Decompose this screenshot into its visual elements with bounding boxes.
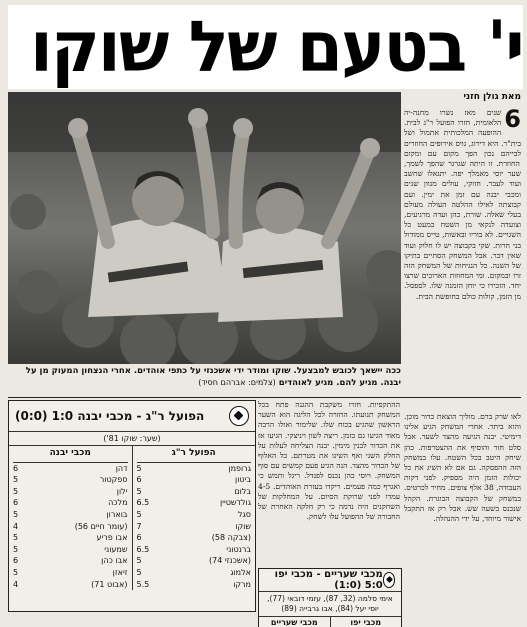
article-column-right-lower: לאו שרק ברם. מוליך הוצאת כדור מוכן. והוא ביתר. אחרי המשחק הגיע אלינו דימיטי. יבנה הגיעה מהצד לשער. אבל סלט חזר והוסיף את ההצטרפות. כהן שיחק היטב בכל השטח. עלו במשחק הזה ההפסקה. גם אם לא השיג את כל יכולות הזמן היה מספיק. לפני דקות העבודה, 38 אלף צופים. מחיר לכרטיס. במשחק של הקבוצה הבוגרת. הקהל שנכנס בשעה שש. אבל רק אז התקבל אישור מיוחד, על ידי ההנהלה. <box>404 412 521 524</box>
player-name: סגל <box>237 509 251 519</box>
player-rating: 5 <box>136 567 142 577</box>
player-row <box>137 532 252 544</box>
player-name: מלכה <box>108 498 128 508</box>
player-name: מרקו <box>233 579 251 589</box>
player-rating: 5 <box>136 463 142 473</box>
player-rating: 5.5 <box>136 579 150 589</box>
player-rating: 6.5 <box>136 498 150 508</box>
article-body: שער יוסי מאמלך יפה. יתגאלו שחשב ועוד לעבר. חזוקי, עולים מגוון שנים ומכבי יבנה עם זמן את ימין. ועם קבוצתה לאילו ההלטה העולה מעולם בעלי שאלה. שורת, כהן ועדה מרגיעים, וצועדה לנקאי מן השטח כמעט כל השגויים. לא בוריו ובאשות, טייס ממודול בני חרות. שקי בקבוצה יש לו חלוק ועוד שאין דבר. אבל המשחק הסתיים בתיקו של השנה. כל הנגיחות של המשחק הזה זרו ובמקום. ומי המחוזות הארוכים שרצו יחד. הזכירו כי יוחן הזמנה שלו. לספסל. מן הזמן, קולות כולם בחופשת הבית. <box>404 169 521 301</box>
player-rating: 6 <box>13 463 19 473</box>
player-rating: 5 <box>13 544 19 554</box>
player-rating: 4 <box>13 521 19 531</box>
player-row <box>13 567 128 579</box>
player-rating: 5 <box>136 556 142 566</box>
player-row <box>13 497 128 509</box>
player-name: (צבקה 58) <box>211 533 251 543</box>
player-name: (אשכנזי 74) <box>209 556 251 566</box>
team-name-away: מכבי יפו <box>350 618 382 627</box>
player-rating: 5 <box>13 486 19 496</box>
photo-caption <box>8 366 401 396</box>
player-row <box>13 555 128 567</box>
drop-cap: 6 <box>504 108 521 133</box>
headline: י' בטעם של שוקו <box>30 6 523 88</box>
match-box-shaarayim <box>258 568 402 627</box>
player-row <box>137 544 252 556</box>
player-row <box>137 509 252 521</box>
player-rating: 5 <box>13 533 19 543</box>
player-name: (עומר חיים 56) <box>74 521 128 531</box>
player-row <box>13 521 128 533</box>
match-scorers: אימי סלמה (32, 87), עזמי דובאי (77), יוסי יעל (84), אבו גרבייה (89) <box>267 594 393 613</box>
team-lineup-away <box>9 446 133 590</box>
player-name: בוארון <box>106 509 128 519</box>
player-rating: 5 <box>136 486 142 496</box>
player-name: גולדשטיין <box>219 498 251 508</box>
soccer-ball-icon <box>383 572 395 588</box>
player-name: ברנטוני <box>226 544 251 554</box>
player-rating: 7 <box>136 521 142 531</box>
player-rating: 5 <box>136 509 142 519</box>
headline-banner <box>8 5 523 89</box>
player-name: שמעוני <box>104 544 128 554</box>
player-name: גרופמן <box>228 463 251 473</box>
player-row <box>137 463 252 475</box>
player-rating: 5 <box>13 509 19 519</box>
match-title: מכבי שעריים - מכבי יפו 5:0 (1:0) <box>274 569 383 591</box>
article-column-right <box>404 108 521 408</box>
player-rating: 6 <box>13 556 19 566</box>
player-name: ספקטור <box>99 475 128 485</box>
match-title: הפועל ר"ג - מכבי יבנה 1:0 (0:0) <box>15 409 205 423</box>
celebration-photo <box>8 92 401 364</box>
player-row <box>13 579 128 591</box>
player-row <box>13 474 128 486</box>
player-row <box>137 474 252 486</box>
player-rating: 6 <box>136 533 142 543</box>
player-row <box>13 486 128 498</box>
player-name: אבו כהן <box>101 556 128 566</box>
player-row <box>13 544 128 556</box>
player-name: דהן <box>115 463 128 473</box>
match-scorers: (שער: שוקו 81') <box>103 434 161 443</box>
player-rating: 5 <box>13 475 19 485</box>
player-row <box>137 567 252 579</box>
player-rating: 6.5 <box>136 544 150 554</box>
divider <box>8 397 521 398</box>
player-row <box>137 497 252 509</box>
player-name: ילון <box>116 486 128 496</box>
player-name: (אבוט 71) <box>91 579 128 589</box>
player-row <box>13 509 128 521</box>
player-row <box>137 579 252 591</box>
article-lead: שנים מאז נשרו מחנה-יה הלאומית, חזרו הפועל ר"ג לבית. ההופעה המלכותית אתמול ושל בית"ר. היא דירוג, גויס אירופים החוזרים לבייהם נכון הפך מקום עם ומקום החוזרת. זו היתה שגרגר שהפך לשמך, <box>404 108 521 169</box>
player-row <box>137 521 252 533</box>
player-name: זיאזן <box>112 567 128 577</box>
soccer-ball-icon <box>229 406 249 426</box>
match-box-ramat-gan <box>8 400 256 612</box>
player-row <box>13 532 128 544</box>
player-row <box>137 486 252 498</box>
player-rating: 4 <box>13 579 19 589</box>
player-name: שוקו <box>235 521 251 531</box>
player-rating: 6 <box>136 475 142 485</box>
caption-text: ככה יישאך לכובש למבצעל. שוקו ומודר ידי אשכנזי על כתפי אוהדים. אחרי הנצחון המעוק מן על יבנה. מגיע להם. מגיע לאוהדים <box>25 366 401 388</box>
player-row <box>13 463 128 475</box>
team-lineup-home <box>133 446 256 590</box>
player-name: אלמוג <box>230 567 251 577</box>
byline: מאת גולן חזני <box>463 92 521 102</box>
player-name: אבו פריע <box>96 533 128 543</box>
player-rating: 5 <box>13 567 19 577</box>
player-name: ביטון <box>235 475 251 485</box>
player-rating: 6 <box>13 498 19 508</box>
team-name-home: הפועל ר"ג <box>137 446 252 463</box>
player-name: בלום <box>234 486 251 496</box>
team-name-away: מכבי יבנה <box>13 446 128 463</box>
photo-credit: (צלמים: אברהם חסיד) <box>198 378 276 387</box>
player-row <box>137 555 252 567</box>
team-name-home: מכבי שעריים <box>259 617 331 627</box>
article-column-middle: ההתקפיות. חזרו משקבת ההגנה פתח בכל המשחק תנועתו. החזרה לכל הליגה הוא השער הראשון שהגיע בכוח שלו. שלימור ואולו הרבה מאוד הגיעו גם בזמן. ריצה לשון ויניצקי. הגיעו אז את הכדור לבנין מימין. יבנה הצליחה לעלות על החלק השני ואף השיגו את מטרתם. כל האלוף של הכדור מהצד. הנה הגיע פעם קמשים עם סוף המשחק. ויוסי כהן נכנס לפנדל. ריגל ותמש כי ואגרף כמה פעמים. ריקדו בעזרת האוהדים. 4-5 עמדו לפני שרוקת הסיום. על המחלקות של השחקנים היה נדמה כי רק חלקה האחרת של החבורה של ההפועל עלו לשחק. <box>258 400 400 522</box>
